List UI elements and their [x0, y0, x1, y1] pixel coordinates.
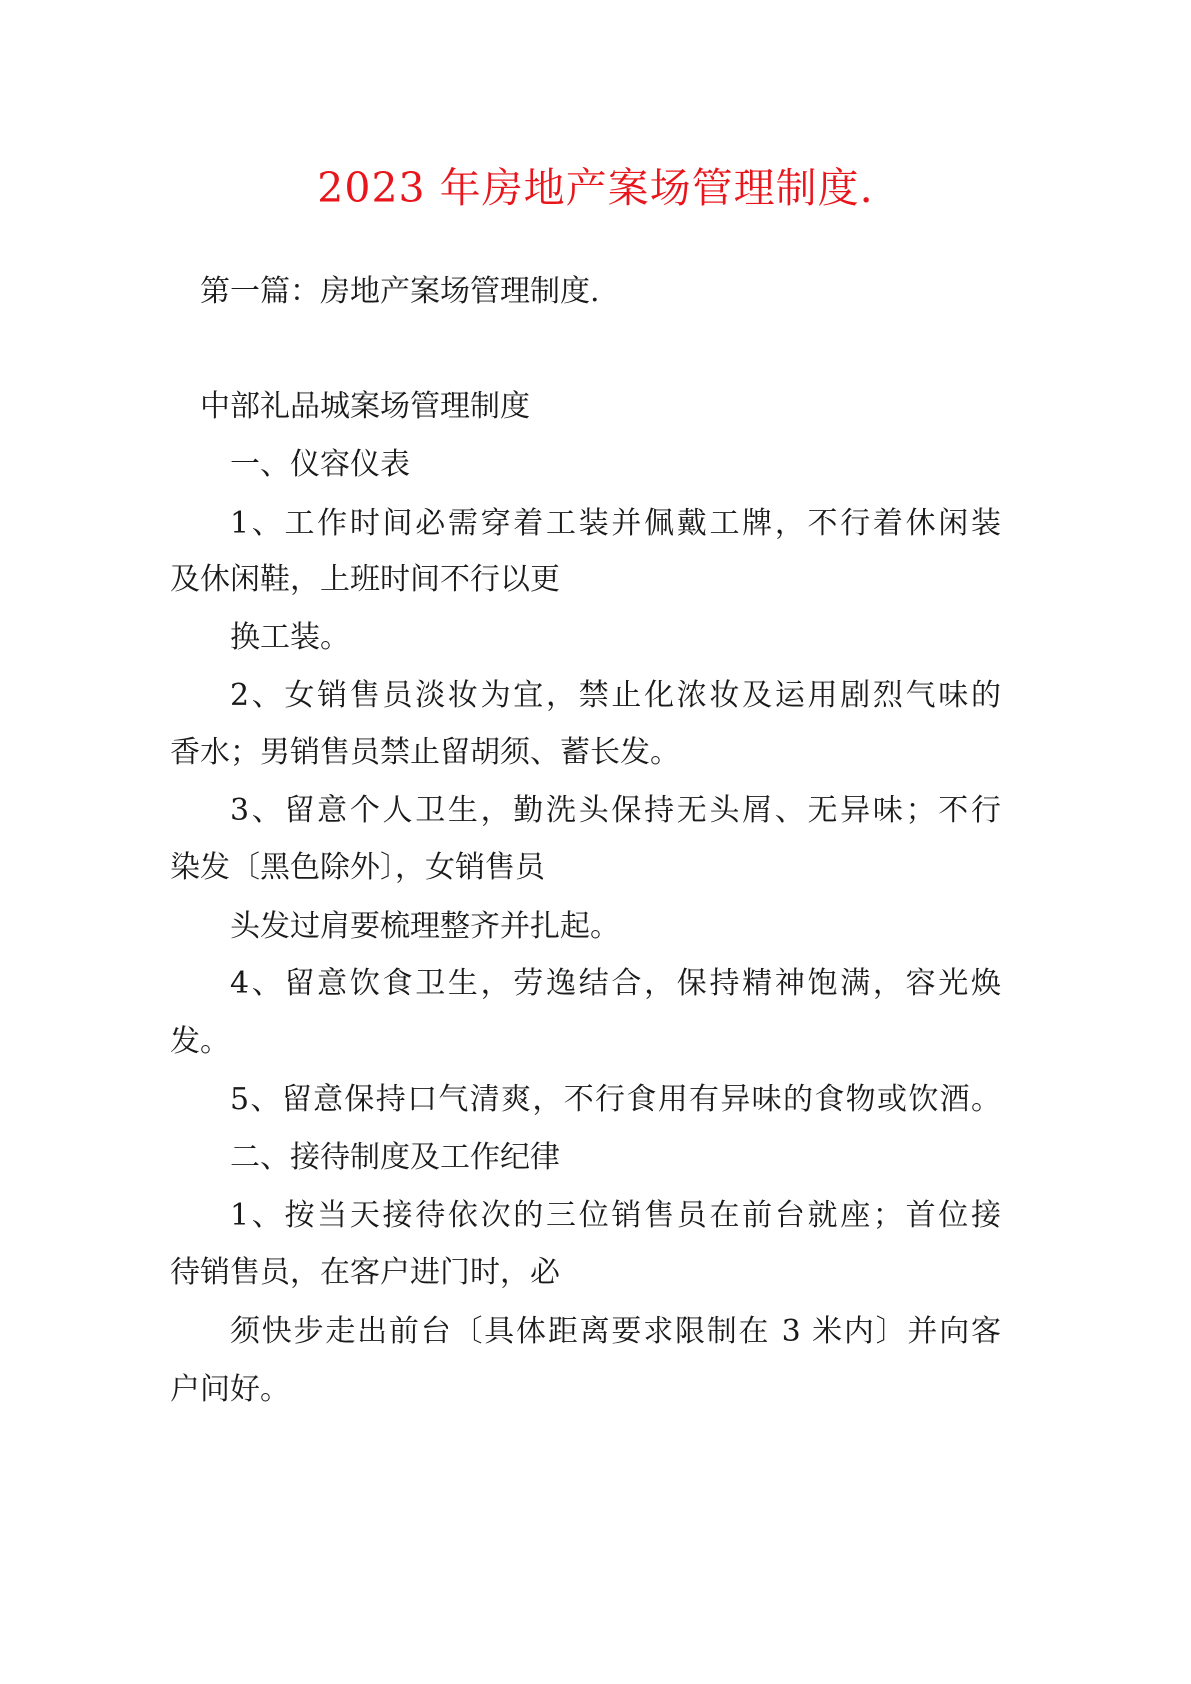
paragraph-line: 待销售员，在客户进门时，必 [170, 1255, 560, 1290]
paragraph-line: 须快步走出前台〔具体距离要求限制在 3 米内〕并向客 [230, 1314, 1001, 1349]
subsection-heading: 中部礼品城案场管理制度 [200, 389, 530, 424]
chapter-heading: 二、接待制度及工作纪律 [230, 1140, 560, 1175]
paragraph-line: 3、留意个人卫生，勤洗头保持无头屑、无异味；不行 [230, 793, 1001, 828]
paragraph-line: 1、按当天接待依次的三位销售员在前台就座；首位接 [230, 1198, 1001, 1233]
chapter-heading: 一、仪容仪表 [230, 447, 410, 482]
section-heading: 第一篇：房地产案场管理制度. [200, 274, 600, 309]
paragraph-line: 户问好。 [170, 1372, 290, 1407]
paragraph-line: 香水；男销售员禁止留胡须、蓄长发。 [170, 735, 680, 770]
paragraph-line: 5、留意保持口气清爽，不行食用有异味的食物或饮酒。 [230, 1082, 1001, 1117]
paragraph-line: 头发过肩要梳理整齐并扎起。 [230, 909, 620, 944]
paragraph-line: 1、工作时间必需穿着工装并佩戴工牌，不行着休闲装 [230, 506, 1001, 541]
paragraph-line: 及休闲鞋，上班时间不行以更 [170, 562, 560, 597]
paragraph-line: 染发〔黑色除外〕，女销售员 [170, 850, 545, 885]
paragraph-line: 换工装。 [230, 620, 350, 655]
paragraph-line: 2、女销售员淡妆为宜，禁止化浓妆及运用剧烈气味的 [230, 678, 1001, 713]
paragraph-line: 发。 [170, 1024, 230, 1059]
paragraph-line: 4、留意饮食卫生，劳逸结合，保持精神饱满，容光焕 [230, 966, 1001, 1001]
document-title: 2023 年房地产案场管理制度. [317, 164, 874, 212]
